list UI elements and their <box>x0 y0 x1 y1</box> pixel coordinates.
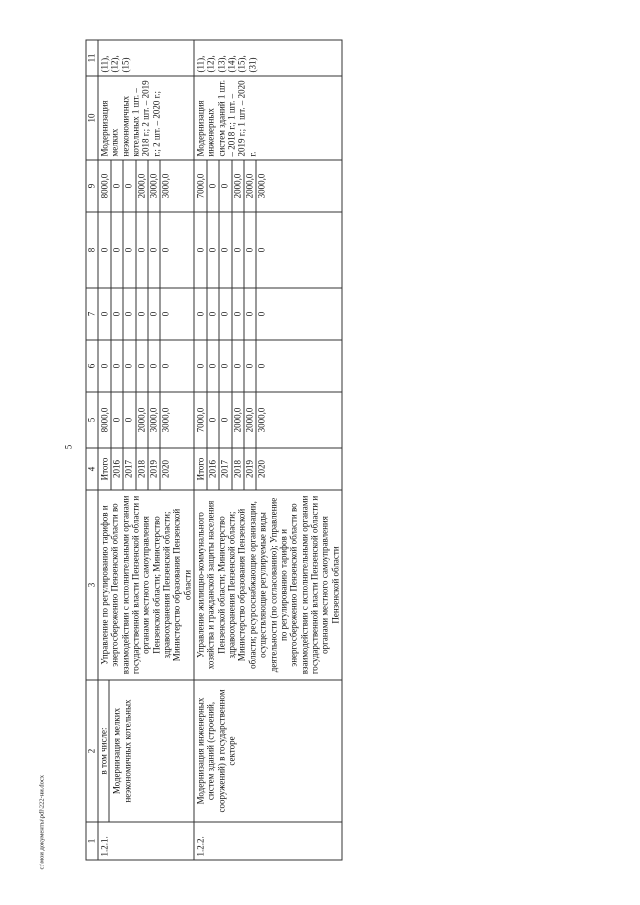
year-value: 2019 <box>148 449 160 490</box>
amount-value: 0 <box>232 213 244 288</box>
amount-value: 0 <box>112 213 124 288</box>
col-header: 1 <box>86 822 98 860</box>
amount-value: 0 <box>160 363 171 369</box>
col-header: 10 <box>86 76 98 160</box>
page-number: 5 <box>63 444 74 450</box>
col-header: 11 <box>86 40 98 76</box>
amount-value: 0 <box>136 289 148 340</box>
years-cell <box>194 448 342 490</box>
column-number-row <box>86 40 98 860</box>
year-value: 2018 <box>136 449 148 490</box>
amount-value: 3000,0 <box>256 173 267 199</box>
col9-cell <box>194 160 342 212</box>
col-header: 2 <box>86 680 98 822</box>
col-header: 3 <box>86 490 98 680</box>
year-value: 2020 <box>160 460 171 478</box>
amount-value: 0 <box>136 213 148 288</box>
amount-value: 2000,0 <box>244 161 256 212</box>
col-header: 4 <box>86 448 98 490</box>
amount-value: 0 <box>124 161 136 212</box>
measure-name: Модернизация инженерных систем зданий (строений, сооружений) в государственном секторе <box>194 680 342 822</box>
amount-value: 0 <box>112 393 124 448</box>
amount-value: 0 <box>244 289 256 340</box>
col8-cell <box>98 212 194 288</box>
amount-value: 0 <box>124 341 136 392</box>
amount-value: 0 <box>100 289 112 340</box>
table-row <box>194 40 342 860</box>
year-value: Итого <box>196 449 208 490</box>
amount-value: 0 <box>220 213 232 288</box>
year-value: 2020 <box>256 460 267 478</box>
year-value: 2017 <box>220 449 232 490</box>
amount-value: 2000,0 <box>244 393 256 448</box>
col7-cell <box>194 288 342 340</box>
amount-value: 0 <box>232 341 244 392</box>
amount-value: 0 <box>148 341 160 392</box>
years-cell <box>98 448 194 490</box>
amount-value: 0 <box>160 311 171 317</box>
amount-value: 0 <box>208 161 220 212</box>
col-header: 7 <box>86 288 98 340</box>
amount-value: 0 <box>256 247 267 253</box>
year-value: 2018 <box>232 449 244 490</box>
amount-value: 0 <box>208 393 220 448</box>
amount-value: 0 <box>124 393 136 448</box>
year-value: Итого <box>100 449 112 490</box>
amount-value: 2000,0 <box>136 161 148 212</box>
amount-value: 3000,0 <box>160 407 171 433</box>
amount-value: 2000,0 <box>136 393 148 448</box>
amount-value: 7000,0 <box>196 393 208 448</box>
amount-value: 0 <box>100 341 112 392</box>
col-header: 8 <box>86 212 98 288</box>
amount-value: 0 <box>160 247 171 253</box>
amount-value: 0 <box>124 213 136 288</box>
col6-cell <box>98 340 194 392</box>
amount-value: 0 <box>220 289 232 340</box>
amount-value: 0 <box>100 213 112 288</box>
amount-value: 0 <box>220 161 232 212</box>
amount-value: 2000,0 <box>232 393 244 448</box>
col5-cell <box>98 392 194 448</box>
year-value: 2017 <box>124 449 136 490</box>
amount-value: 0 <box>196 341 208 392</box>
col8-cell <box>194 212 342 288</box>
indicator-cell: Модернизация мелких неэкономичных котельных 1 шт. – 2018 г.; 2 шт. – 2019 г.; 2 шт. – 2020 г.; <box>98 76 194 160</box>
col5-cell <box>194 392 342 448</box>
amount-value: 3000,0 <box>256 407 267 433</box>
subheader: в том числе: <box>99 681 110 822</box>
amount-value: 0 <box>112 161 124 212</box>
executor-cell: Управление жилищно-коммунального хозяйства и гражданской защиты населения Пензенской области; Министерство здравоохранения Пензенской области; Министерство образования Пензенской области; ресурсоснабжающие организации, осуществляющие регулируемые виды деятельности (по согласованию); Управление по регулированию тарифов и энергосбережению Пензенской области во взаимодействии с исполнительными органами государственной власти Пензенской области и органами местного самоуправления Пензенской области <box>194 490 342 680</box>
col9-cell <box>98 160 194 212</box>
col-header: 9 <box>86 160 98 212</box>
col-header: 6 <box>86 340 98 392</box>
amount-value: 0 <box>148 213 160 288</box>
amount-value: 3000,0 <box>148 161 160 212</box>
amount-value: 3000,0 <box>160 173 171 199</box>
year-value: 2019 <box>244 449 256 490</box>
links-cell: (11),(12), (13),(14), (15),(31) <box>194 40 342 76</box>
rotated-table-wrapper <box>86 41 591 861</box>
year-value: 2016 <box>208 449 220 490</box>
amount-value: 0 <box>244 341 256 392</box>
links-cell: (11), (12),(15) <box>98 40 194 76</box>
indicator-cell: Модернизация инженерных систем зданий 1 шт. – 2018 г.; 1 шт. – 2019 г.; 1 шт. – 2020 г. <box>194 76 342 160</box>
amount-value: 2000,0 <box>232 161 244 212</box>
amount-value: 0 <box>256 311 267 317</box>
measure-name: Модернизация мелких неэкономичных котельных <box>111 699 133 803</box>
amount-value: 0 <box>112 289 124 340</box>
col7-cell <box>98 288 194 340</box>
row-name <box>98 680 194 822</box>
row-code: 1.2.1. <box>98 822 194 860</box>
amount-value: 0 <box>208 341 220 392</box>
amount-value: 8000,0 <box>100 393 112 448</box>
program-table <box>86 40 343 861</box>
amount-value: 0 <box>256 363 267 369</box>
amount-value: 0 <box>220 341 232 392</box>
amount-value: 0 <box>244 213 256 288</box>
amount-value: 0 <box>208 289 220 340</box>
executor-cell: Управление по регулированию тарифов и энергосбережению Пензенской области во взаимодействии с исполнительными органами государственной власти Пензенской области и органами местного самоуправления Пензенской области; Министерство здравоохранения Пензенской области; Министерство образования Пензенской области <box>98 490 194 680</box>
amount-value: 0 <box>124 289 136 340</box>
amount-value: 0 <box>208 213 220 288</box>
amount-value: 0 <box>232 289 244 340</box>
amount-value: 7000,0 <box>196 161 208 212</box>
amount-value: 0 <box>148 289 160 340</box>
amount-value: 3000,0 <box>148 393 160 448</box>
amount-value: 0 <box>196 289 208 340</box>
amount-value: 8000,0 <box>100 161 112 212</box>
amount-value: 0 <box>136 341 148 392</box>
col6-cell <box>194 340 342 392</box>
amount-value: 0 <box>112 341 124 392</box>
year-value: 2016 <box>112 449 124 490</box>
col-header: 5 <box>86 392 98 448</box>
amount-value: 0 <box>196 213 208 288</box>
amount-value: 0 <box>220 393 232 448</box>
row-code: 1.2.2. <box>194 822 342 860</box>
file-path-footer: c:\мои документы\pdl\222-ни.docx <box>38 775 46 870</box>
table-row <box>98 40 194 860</box>
